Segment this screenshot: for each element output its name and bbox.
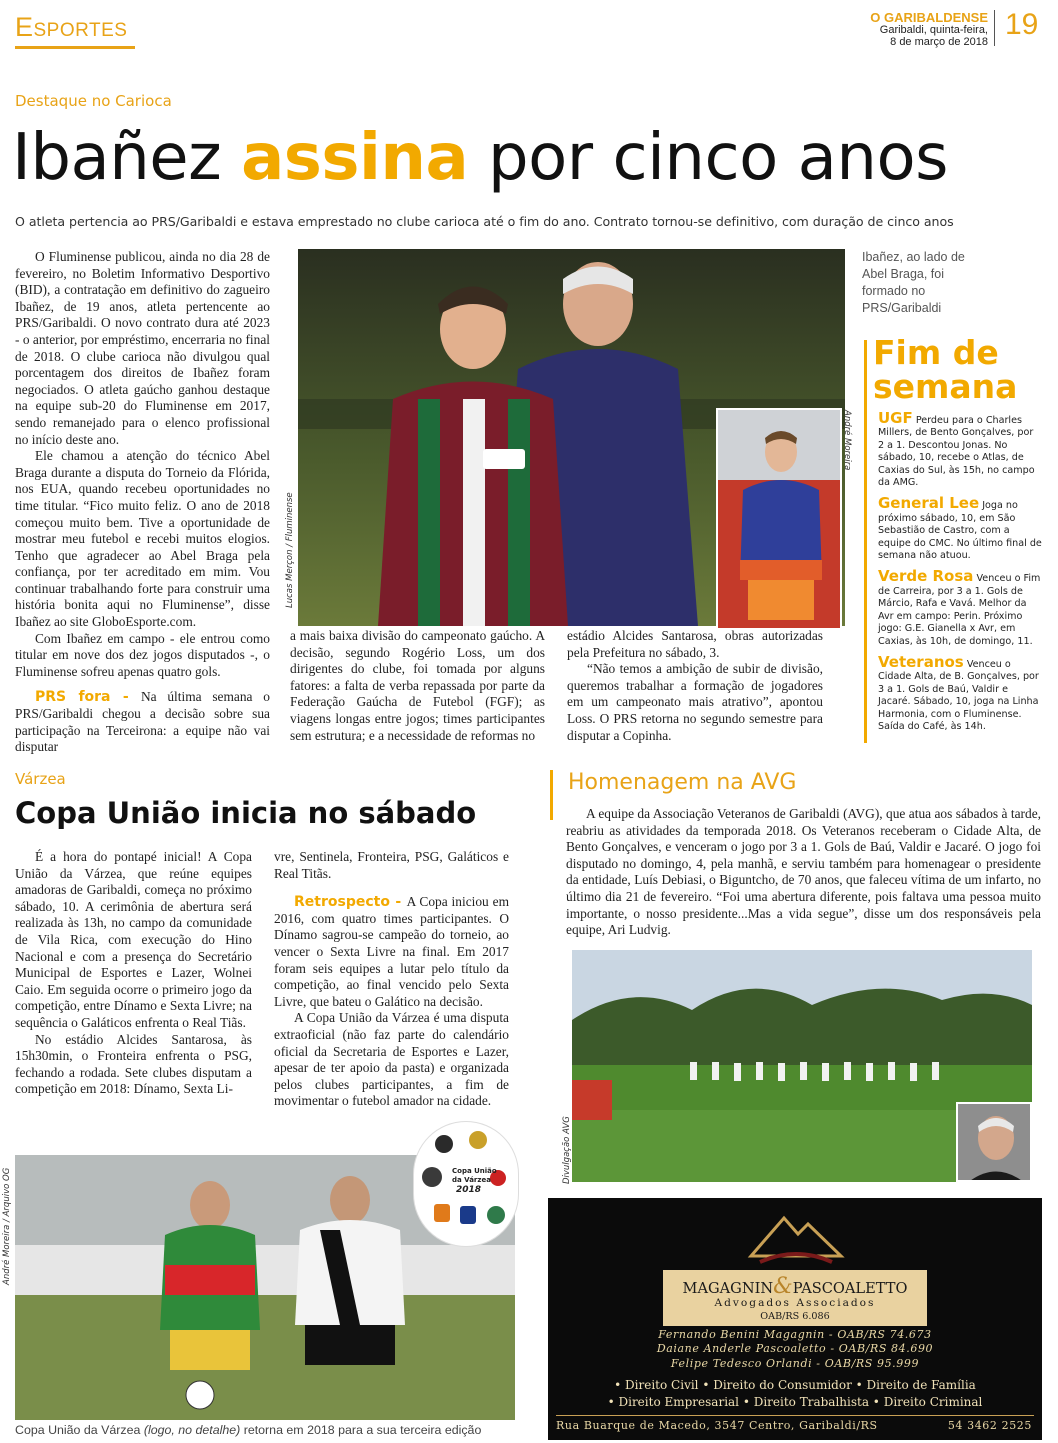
section-name: Esportes [15,12,128,42]
ad-phone: 54 3462 2525 [947,1419,1032,1432]
sidebar-team: Veteranos [878,652,964,671]
sidebar-text: Joga no próximo sábado, 10, em São Sebastião de Castro, com a equipe do CMC. No último final de semana não atuou. [878,500,1042,562]
avg-photo-credit: Divulgação AVG [562,1116,572,1184]
avg-headline: Homenagem na AVG [568,770,797,795]
sidebar-text: Venceu o Fim de Carreira, por 3 a 1. Gols de Márcio, Rafa e Vavá. Melhor da Avr em campo: Perin. Próximo jogo: G.E. Gianella x Avr, em Caxias, às 10h, de domingo, 11. [878,573,1041,647]
sidebar-item [878,409,1042,489]
varzea-paragraph: No estádio Alcides Santarosa, às 15h30min, o Fronteira enfrenta o PSG, fechando a rodada. Sete clubes disputam a competição em 2018: Dínamo, Sexta Li- [15,1031,252,1097]
inset-photo [716,408,842,630]
avg-text [566,806,1041,939]
page-number: 19 [1005,8,1039,41]
sidebar-team: Verde Rosa [878,567,974,586]
lead-col3-b: “Não temos a ambição de subir de divisão, queremos trabalhar a formação de jogadores em um campeonato mais atrativo”, apontou Loss. O PRS retorna no segundo semestre para disputar a Copinha. [567,661,823,743]
varzea-headline: Copa União inicia no sábado [15,796,477,830]
sidebar-text: Perdeu para o Charles Millers, de Bento Gonçalves, por 2 a 1. Descontou Jonas. No sábado, 10, recebe o Atlas, de Caxias do Sul, às 15h, no campo da AMG. [878,415,1035,489]
avg-portrait-photo [956,1102,1032,1182]
copa-logo-year: 2018 [456,1185,482,1195]
ad-oab: OAB/RS 6.086 [760,1311,830,1322]
caption-part-a: Copa União da Várzea [15,1423,144,1437]
sidebar-title: Fim de semana [873,333,1018,406]
ad-footer-rule [556,1415,1034,1416]
caption-part-b: (logo, no detalhe) [143,1423,241,1437]
lead-photo-credit: Lucas Merçon / Fluminense [285,492,295,608]
varzea-paragraph: É a hora do pontapé inicial! A Copa União da Várzea, que reúne equipes amadoras de Garibaldi, começa no próximo sábado, 10. A cerimônia de abertura será realizada às 13h, no campo da comunidade de Vila Rica, com execução do Hino Nacional e com a presença do Secretário Municipal de Esportes e Lazer, Wolnei Caio. Em seguida ocorre o primeiro jogo da competição, entre Dínamo e Sexta Livre; na sequência o Galáticos enfrenta o Real Tiãs. [15,849,252,1030]
prs-label: PRS fora - [35,689,141,706]
ad-address: Rua Buarque de Macedo, 3547 Centro, Garibaldi/RS [556,1419,878,1432]
varzea-kicker: Várzea [15,770,66,788]
sidebar-rule [864,340,867,743]
varzea-column-1 [15,849,252,1098]
ad-areas-1: • Direito Civil • Direito do Consumidor • Direito de Família [614,1378,976,1392]
ad-firm-a: MAGAGNIN [682,1280,774,1297]
ad-firm-b: PASCOALETTO [792,1280,908,1297]
ad-areas-2: • Direito Empresarial • Direito Trabalhista • Direito Criminal [607,1395,983,1409]
varzea-col2-b: A Copa União da Várzea é uma disputa extraoficial (não faz parte do calendário oficial da Secretaria de Esportes e Lazer, apesar de ter apoio da pasta) e organizada pelos clubes participantes, a fim de movimentar o futebol amador na cidade. [274,1010,509,1109]
inset-photo-credit: André Moreira [842,410,852,471]
varzea-photo-credit: André Moreira / Arquivo OG [2,1167,12,1285]
sidebar-team: General Lee [878,494,980,513]
lead-column-1 [15,249,270,756]
copa-logo-badge [414,1122,518,1246]
lead-kicker: Destaque no Carioca [15,92,172,110]
headline-part-a: Ibañez [12,121,242,195]
lead-col3-a: estádio Alcides Santarosa, obras autorizadas pela Prefeitura no sábado, 3. [567,628,823,660]
sidebar-item [878,652,1042,733]
lead-headline [12,118,948,198]
lead-paragraph: O Fluminense publicou, ainda no dia 28 de fevereiro, no Boletim Informativo Desportivo (BID), a contratação em definitivo do zagueiro Ibañez, de 19 anos, atleta pertencente ao PRS/Garibaldi. O novo contrato dura até 2023 - o anterior, por empréstimo, encerraria no final de 2018. O clube carioca não divulgou qual porcentagem dos direitos de Ibañez foram negociados. O atleta gaúcho ganhou destaque na equipe sub-20 do Fluminense em 2017, sendo remanejado para o elenco profissional no início deste ano. [15,249,270,447]
sidebar-item [878,494,1042,562]
varzea-column-2 [274,849,509,1110]
sidebar-text: Venceu o Cidade Alta, de B. Gonçalves, por 3 a 1. Gols de Baú, Valdir e Jacaré. Sábado, 10, joga na Linha Harmonia, com o Fluminense. Saída do Café, às 14h. [878,658,1039,732]
sidebar-item [878,567,1042,647]
varzea-col2-a: vre, Sentinela, Fronteira, PSG, Galáticos e Real Titãs. [274,849,509,881]
date: 8 de março de 2018 [890,36,988,48]
lead-paragraph: Ele chamou a atenção do técnico Abel Braga durante a disputa do Torneio da Flórida, nos EUA, quando recebeu oportunidades no time titular. “Fico muito feliz. O ano de 2018 começou muito bem. Tive a oportunidade de mostrar meu futebol e recebi muitos elogios. Tenho que agradecer ao Abel Braga pela confiança, por ter acreditado em mim. Vou continuar trabalhando forte para construir uma história bonita aqui no Fluminense”, disse Ibañez ao site GloboEsporte.com. [15,448,270,630]
law-firm-ad [548,1198,1042,1440]
retro-paragraph [274,894,509,1010]
ad-ampersand: & [773,1274,793,1299]
varzea-caption [15,1423,481,1437]
ad-lawyers [548,1328,1042,1371]
copa-logo-shields-icon [414,1122,518,1246]
copa-logo-line2: da Várzea [452,1176,491,1184]
caption-part-c: retorna em 2018 para a sua terceira edição [240,1423,482,1437]
avg-paragraph: A equipe da Associação Veteranos de Garibaldi (AVG), que atua aos sábados à tarde, reabriu as atividades da temporada 2018. Os Veteranos receberam o Cidade Alta, de Bento Gonçalves, e venceram o jogo por 3 a 1. Gols de Baú, Valdir e Jacaré. O jogo foi disputado no domingo, 4, pela manhã, e serviu também para homenagear o presidente da entidade, Luís Debiasi, o Biguntcho, de 70 anos, que faleceu vítima de um infarto, no último dia 21 de fevereiro. “Foi uma abertura diferente, pois faltava uma pessoa muito importante, o nosso presidente...Mas a vida segue”, disse um dos responsáveis pela equipe, Ari Ludvig. [566,806,1041,938]
headline-part-c: por cinco anos [468,121,948,195]
standfirst: O atleta pertencia ao PRS/Garibaldi e estava emprestado no clube carioca até o fim do ano. Contrato tornou-se definitivo, com duração de cinco anos [15,214,954,229]
retro-text: A Copa iniciou em 2016, com quatro times participantes. O Dínamo sagrou-se campeão do torneio, ao vencer o Sexta Livre na final. Em 2017 foram seis equipes a lutar pelo título da competição, ao final vencido pelo Sexta Livre, que bateu o Galático na decisão. [274,894,509,1009]
ad-firm-name [663,1274,927,1299]
dateline: Garibaldi, quinta-feira, [879,24,988,36]
section-underline [15,46,135,49]
header-divider [994,10,995,46]
ad-subtitle: Advogados Associados [714,1297,876,1309]
retro-label: Retrospecto - [294,894,407,911]
sidebar-team: UGF [878,409,913,427]
sidebar-list [878,409,1042,733]
lead-column-3 [567,628,823,744]
page-header [0,0,1058,58]
copa-logo-line1: Copa União [452,1167,497,1175]
avg-rule [550,770,553,820]
lead-photo-caption: Ibañez, ao lado de Abel Braga, foi formado no PRS/Garibaldi [862,250,965,315]
prs-text: Na última semana o PRS/Garibaldi chegou a decisão sobre sua participação na Terceirona: a equipe não vai disputar [15,689,270,755]
ad-lawyer: Daiane Anderle Pascoaletto - OAB/RS 84.690 [656,1342,934,1356]
paper-name: O GARIBALDENSE [870,10,988,25]
ad-lawyer: Felipe Tedesco Orlandi - OAB/RS 95.999 [670,1356,920,1370]
lead-column-2: a mais baixa divisão do campeonato gaúcho. A decisão, segundo Rogério Loss, um dos dirigentes do clube, foi tomada por alguns fatores: a falta de verba repassada por parte da Federação Gaúcha de Futebol (FGF); as viagens longas entre jogos; times participantes sem estrutura; e a necessidade de reformas no [290,628,545,743]
ad-lawyer: Fernando Benini Magagnin - OAB/RS 74.673 [658,1328,932,1341]
headline-accent: assina [241,121,469,195]
mountain-logo-icon [746,1206,846,1268]
prs-paragraph [15,689,270,755]
lead-paragraph: Com Ibañez em campo - ele entrou como titular em nove dos dez jogos disputados -, o Fluminense sofreu apenas quatro gols. [15,630,270,679]
